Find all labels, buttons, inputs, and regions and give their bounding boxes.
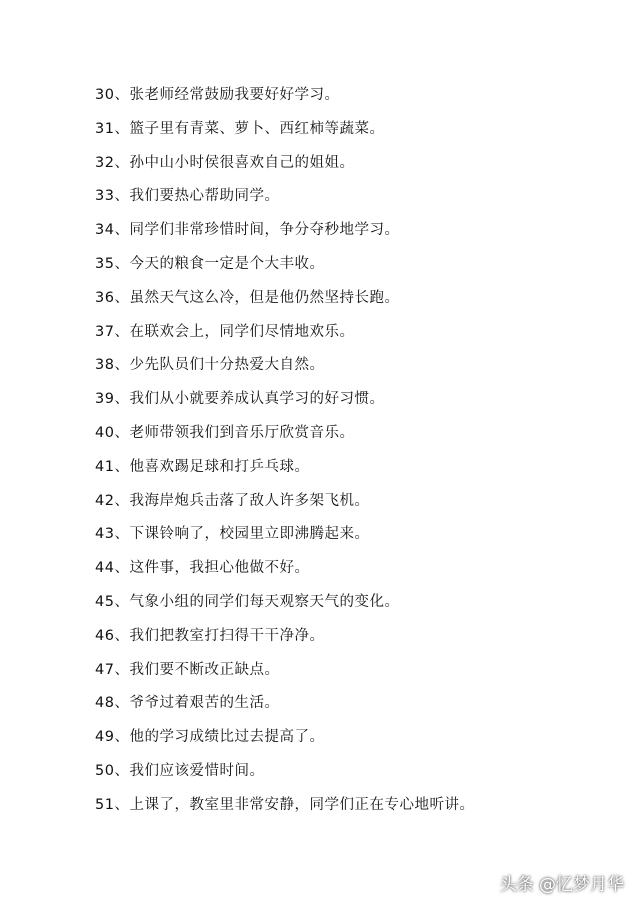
sentence-number: 37 <box>95 323 115 340</box>
sentence-separator: 、 <box>114 661 130 678</box>
sentence-item <box>95 659 474 693</box>
sentence-separator: 、 <box>114 357 130 374</box>
sentence-text: 在联欢会上，同学们尽情地欢乐。 <box>129 323 355 340</box>
sentence-list <box>95 84 474 828</box>
sentence-number: 32 <box>95 154 115 171</box>
watermark: 头条 @忆梦月华 <box>499 875 624 895</box>
sentence-separator: 、 <box>114 424 130 441</box>
sentence-number: 35 <box>95 255 115 272</box>
sentence-separator: 、 <box>114 87 130 103</box>
sentence-number: 34 <box>95 222 115 239</box>
sentence-text: 今天的粮食一定是个大丰收。 <box>129 255 325 272</box>
sentence-item <box>95 321 474 355</box>
sentence-number: 46 <box>95 627 115 644</box>
sentence-item <box>95 625 474 659</box>
sentence-separator: 、 <box>114 154 130 171</box>
sentence-text: 篮子里有青菜、萝卜、西红柿等蔬菜。 <box>129 120 385 137</box>
sentence-text: 张老师经常鼓励我要好好学习。 <box>129 87 340 103</box>
sentence-separator: 、 <box>114 627 130 644</box>
sentence-item <box>95 456 474 490</box>
sentence-separator: 、 <box>114 492 130 509</box>
sentence-separator: 、 <box>114 323 130 340</box>
sentence-text: 他喜欢踢足球和打乒乓球。 <box>129 458 310 475</box>
sentence-item <box>95 287 474 321</box>
sentence-separator: 、 <box>114 255 130 272</box>
sentence-number: 38 <box>95 357 115 374</box>
sentence-text: 我们把教室打扫得干干净净。 <box>129 627 325 644</box>
sentence-item <box>95 388 474 422</box>
sentence-separator: 、 <box>114 391 130 408</box>
sentence-number: 47 <box>95 661 115 678</box>
sentence-item <box>95 726 474 760</box>
sentence-text: 老师带领我们到音乐厅欣赏音乐。 <box>129 424 355 441</box>
sentence-item <box>95 84 474 118</box>
sentence-separator: 、 <box>114 188 130 205</box>
sentence-separator: 、 <box>114 222 130 239</box>
sentence-text: 爷爷过着艰苦的生活。 <box>129 695 280 712</box>
sentence-text: 少先队员们十分热爱大自然。 <box>129 357 325 374</box>
sentence-separator: 、 <box>114 458 130 475</box>
sentence-number: 43 <box>95 526 115 543</box>
sentence-item <box>95 422 474 456</box>
sentence-separator: 、 <box>114 289 130 306</box>
sentence-separator: 、 <box>114 762 130 779</box>
sentence-text: 他的学习成绩比过去提高了。 <box>129 729 325 746</box>
sentence-number: 45 <box>95 593 115 610</box>
sentence-text: 我们要热心帮助同学。 <box>129 188 280 205</box>
sentence-number: 49 <box>95 729 115 746</box>
sentence-text: 气象小组的同学们每天观察天气的变化。 <box>129 593 400 610</box>
sentence-number: 51 <box>95 796 115 813</box>
sentence-number: 30 <box>95 87 115 103</box>
sentence-item <box>95 490 474 524</box>
sentence-number: 41 <box>95 458 115 475</box>
sentence-number: 33 <box>95 188 115 205</box>
sentence-item <box>95 118 474 152</box>
sentence-number: 39 <box>95 391 115 408</box>
sentence-item <box>95 185 474 219</box>
sentence-separator: 、 <box>114 729 130 746</box>
sentence-separator: 、 <box>114 560 130 577</box>
sentence-text: 我们应该爱惜时间。 <box>129 762 265 779</box>
sentence-separator: 、 <box>114 120 130 137</box>
sentence-text: 上课了，教室里非常安静，同学们正在专心地听讲。 <box>129 796 475 813</box>
sentence-text: 同学们非常珍惜时间，争分夺秒地学习。 <box>129 222 400 239</box>
sentence-number: 42 <box>95 492 115 509</box>
sentence-item <box>95 794 474 828</box>
sentence-separator: 、 <box>114 593 130 610</box>
sentence-item <box>95 692 474 726</box>
sentence-text: 我海岸炮兵击落了敌人许多架飞机。 <box>129 492 370 509</box>
sentence-item <box>95 591 474 625</box>
sentence-item <box>95 253 474 287</box>
sentence-number: 50 <box>95 762 115 779</box>
sentence-text: 我们要不断改正缺点。 <box>129 661 280 678</box>
sentence-text: 我们从小就要养成认真学习的好习惯。 <box>129 391 385 408</box>
sentence-number: 40 <box>95 424 115 441</box>
sentence-item <box>95 152 474 186</box>
sentence-number: 31 <box>95 120 115 137</box>
sentence-separator: 、 <box>114 796 130 813</box>
sentence-number: 36 <box>95 289 115 306</box>
sentence-item <box>95 523 474 557</box>
sentence-item <box>95 760 474 794</box>
sentence-text: 这件事，我担心他做不好。 <box>129 560 310 577</box>
sentence-text: 下课铃响了，校园里立即沸腾起来。 <box>129 526 370 543</box>
sentence-item <box>95 219 474 253</box>
sentence-number: 44 <box>95 560 115 577</box>
sentence-item <box>95 354 474 388</box>
sentence-separator: 、 <box>114 526 130 543</box>
sentence-text: 虽然天气这么冷，但是他仍然坚持长跑。 <box>129 289 400 306</box>
sentence-separator: 、 <box>114 695 130 712</box>
sentence-text: 孙中山小时侯很喜欢自己的姐姐。 <box>129 154 355 171</box>
sentence-item <box>95 557 474 591</box>
sentence-number: 48 <box>95 695 115 712</box>
